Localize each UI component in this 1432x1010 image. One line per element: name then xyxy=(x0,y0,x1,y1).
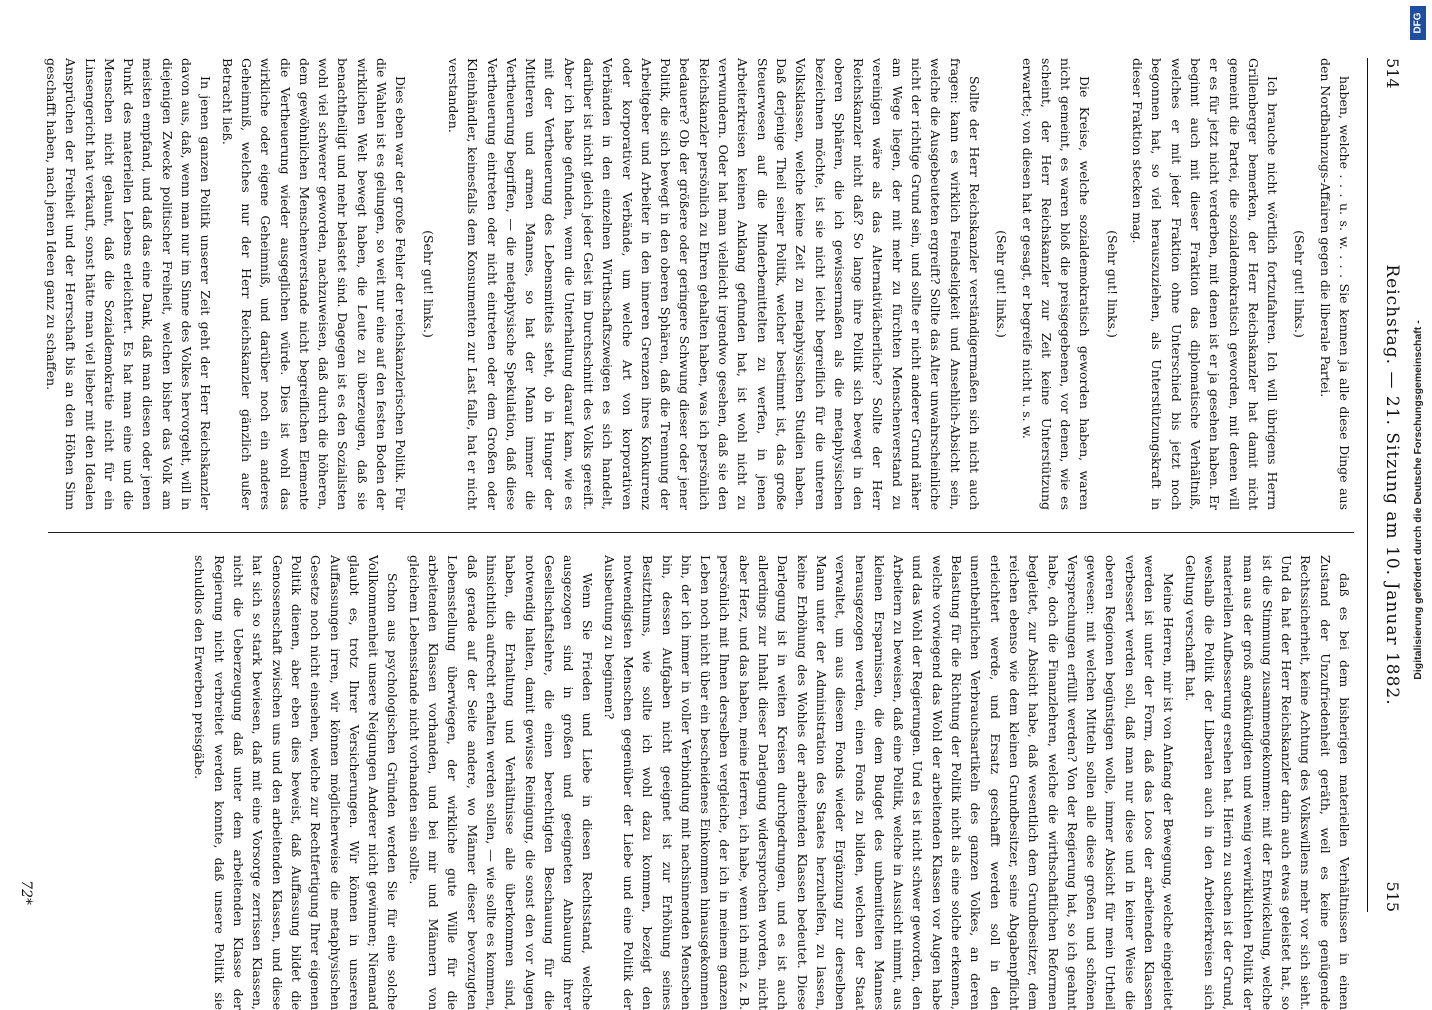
column-divider xyxy=(48,532,1354,533)
sheet-signature: 72* xyxy=(18,880,34,905)
left-paragraph: In jenen ganzen Politik unserer Zeit geht der Herr Reichskanzler davon aus, daß, wenn man nur im Sinne des Volkes hervorgeht, will in diejenigen Zwecke politischer Freiheit, welchen bisher das Volk am meisten empfand, und daß das eine Dank, daß man diesen oder jenen Punkt des materiellen Lebens erleichtert. Es hat man eine und die Menschen nicht gelaunt, daß die Sozialdemokratie nicht für ein Linsengericht hat verkauft, sonst hätte man viel lieber mit den Idealen Ansprüchen der Freiheit und der Herrschaft bis an den Höhen Sinn geschafft haben, nach jenen Ideen ganz zu schaffen. xyxy=(44,58,214,510)
funding-credit xyxy=(1410,12,1426,988)
right-paragraph: Schon aus psychologischen Gründen werden Sie für eine solche Vollkommenheit unsere Neigungen Anderer nicht gewinnen; Niemand glaubt es, trotz Ihrer Versicherungen. Wir können in unseren Auffassungen irren, wir können möglicherweise die metaphysischen Gesetze noch nicht einsehen, welche zur Rechtfertigung Ihrer eigenen Politik dienen, aber eben dies beweist, daß Auffassung bildet die Genossenschaft zwischen uns und den arbeitenden Klassen, und diese hat sich so stark bewiesen, daß mit eine Vorsorge zerrissen Klassen, nicht die Ueberzeugung daß unter dem arbeitenden Klasse der Regierung nicht verbreitet werden konnte, daß unsere Politik sie schuldlos den Erwerben preisgäbe. xyxy=(192,555,401,1010)
funding-credit-text: Digitalisierung gefördert durch die Deutsche Forschungsgemeinschaft - xyxy=(1412,320,1424,680)
dfg-logo xyxy=(1410,6,1426,40)
right-paragraph: Wenn Sie Frieden und Liebe in diesen Rechtsstand, welche ausgezogen sind in großen und geeigneten Anbauung ihrer Gesellschaftslehre, die einen berechtigten Beschauung für die notwendig halten, damit gewisse Reinigung, die sonst den vor Augen haben, die Erhaltung und Verhältnisse alle überkommen sind, hinsichtlich aufrecht erhalten werden sollen, — wie sollte es kommen, daß gerade auf der Seite andere, wo Männer dieser bevorzugten Lebensstellung überwiegen, der wirkliche gute Wille für die arbeitenden Klassen vorhanden, und bei mir und Männern von gleichem Lebensstande nicht vorhanden sein sollte. xyxy=(406,555,596,1010)
left-paragraph: Sollte der Herr Reichskanzler verständigermaßen sich nicht auch fragen: kann es wirklich Feindseligkeit und Ansehlich-Absicht sein, welche die Ausgebeuteten ergreift? Sollte das Alter unwahrscheinliche nicht der richtige Grund sein, und sollte er nicht anderer Grund näher am Wege liegen, der mit mehr zu fürchten Menschenverstand zu vereinigen wäre als das Alternativlächerliche? Sollte der Herr Reichskanzler nicht daß? So lange ihre Politik sich bewegt in den oberen Sphären, die ich gewissermaßen als die metaphysischen bezeichnen möchte, ist sie nicht leicht begreiflich für die unteren Volksklassen, welche keine Zeit zu metaphysischen Studien haben. Daß derjenige Theil seiner Politik, welcher bestimmt ist, das große Steuerwesen auf die Minderbemittelten zu werfen, in jenen Arbeiterkreisen keinen Anklang gefunden hat, ist wohl nicht zu verwundern. Oder hat man vielleicht irgendwo gesehen, daß sie den Reichskanzler persönlich zu Ehren gehalten haben, was ich persönlich bedauere? Ob der größere oder geringere Schwung dieser oder jener Politik, die sich bewegt in den oberen Sphären, daß die Trennung der Arbeitgeber und Arbeiter in den inneren Grenzen ihres Konkurrenz oder korporativer Verbände, um welche Art von korporativen Verbänden in den einzelnen Wirthschaftszweigen es sich handelt, darüber ist nicht gleich jeder Geist im Durchschnitt des Volks gereift. Aber ich habe gefunden, wenn die Unterhaltung darauf kam, wie es mit der Vertheuerung des Lebensmittels steht, ob in Hunger der Mittleren und armen Mannes, so hat der Mann immer die Vertheuerung begriffen, — die metaphysische Spekulation, daß diese Vertheuerung eintreten oder nicht eintreten oder dem Großen oder Kleinhändler, keinesfalls dem Konsumenten zur Last falle, hat er nicht verstanden. xyxy=(445,58,982,510)
left-interjection: (Sehr gut! links.) xyxy=(1104,230,1120,338)
page-number-right: 515 xyxy=(1383,881,1402,912)
left-paragraph: Die Kreise, welche sozialdemokratisch geworden haben, waren nicht gemeint, es waren bloß die preisgegebenen, vor denen, wie es scheint, der Herr Reichskanzler zur Zeit keine Unterstützung erwartet; von diesen hat er gesagt, er begreife nicht u. s. w. xyxy=(1019,58,1093,510)
right-paragraph: Meine Herren, mir ist von Anfang der Bewegung, welche eingeleitet werden ist unter der Form, daß das Loos der arbeitenden Klassen verbessert werden soll, daß man nur diese und in keiner Weise die oberen Regionen begünstigen wolle, immer Absicht für mein Urtheil gewesen: mit welchen Mitteln sollen alle diese großen und schönen Versprechungen erfüllt werden? Von der Regierung hat, so ich geahnt habe, doch die Finanzlehren, welche die wirthschaftlichen Reformen begleitet, zur Absicht habe, daß wesentlich dem Grundbesitzer, dem reichen ebenso wie dem kleinen Grundbesitzer, seine Abgabenpflicht erleichtert werde, und Ersatz geschafft werden soll in den unentbehrlichen Verbrauchsartikeln des ganzen Volkes, an deren Belastung für die Richtung der Politik nicht als eine solche erkennen, welche vorwiegend das Wohl der arbeitenden Klassen vor Augen habe und das Wohl der Regierungen. Und es ist nicht schwer geworden, den Arbeitern zu beweisen, daß eine Politik, welche in Aussicht nimmt, aus kleinen Ersparnissen, die dem Budget des unbemittelten Mannes herausgezogen werden, einen Fonds zu bilden, welchen der Staat verwaltet, um aus diesem Fonds wieder Ergänzung zur derselben Mann unter der Administration des Staates herzuhelfen, zu lassen, keine Erhöhung des Wohles der arbeitenden Klassen bedeutet. Diese Darlegung ist in weiten Kreisen durchgedrungen, und es ist auch allerdings zur Inhalt dieser Darlegung widersprochen worden, nicht aber Herz, und das haben, meine Herren, ich habe, wenn ich mich z. B. persönlich mit Ihnen derselben vergleiche, der ich in meinem ganzen Leben noch nicht über ein bescheidenes Einkommen hinausgekommen bin, der ich immer in voller Verbindung mit nachsinnenden Menschen bin, dessen Aufgaben nicht geeignet ist zur Erhöhung seines Besitzthums, wie sollte ich wohl dazu kommen, bezeigt den notwendigsten Menschen gegenüber der Liebe und eine Politik der Ausbeutung zu beginnen? xyxy=(601,555,1177,1010)
left-paragraph: haben, welche . . . u. s. w. . . . Sie kennen ja alle diese Dinge aus den Nordbahnzugs-Affairen gegen die liberale Partei. xyxy=(1317,58,1352,510)
left-paragraph: Dies eben war der große Fehler der reichskanzlerischen Politik. Für die Wahlen ist es gelungen, so weit nur eine auf den festen Boden der wirklichen Welt bewegt haben, die Leute zu überzeugen, daß sie benachtheiligt und mehr belastet sind. Dagegen ist es den Sozialisten wohl viel schwerer geworden, nachzuweisen, daß durch die höheren, dem gewöhnlichen Menschenverstande nicht begreiflichen Elemente die Vertheuerung wieder ausgeglichen würde. Dies ist wohl das wirkliche oder eigene Geheimniß, und darüber noch ein anderes Geheimniß, welches nur der Herr Reichskanzler gänzlich außer Betracht ließ. xyxy=(219,58,409,510)
page-header xyxy=(1367,58,1410,912)
left-paragraph: Ich brauche nicht wörtlich fortzufahren. Ich will übrigens Herrn Grillenberger bemerken, der Herr Reichskanzler hat damit nicht gemeint die Partei, die sozialdemokratisch geworden, mit denen will er es für jetzt nicht verderben, mit denen ist er ja gesehen haben. Er beginnt auch mit dieser Fraktion das diplomatische Verhältniß, welches er mit jeder Fraktion ohne Unterschied bis jetzt noch begonnen hat, so viel herauszuziehen, als Unterstützungskraft in dieser Fraktion stecken mag. xyxy=(1130,58,1281,510)
text-column-left xyxy=(40,58,1354,510)
right-paragraph: daß es bei dem bisherigen materiellen Verhältnissen in einen Zustand der Unzufriedenheit geräth, weil es keine genügende Rechtssicherheit, keine Achtung des Volkswillens mehr vor sich sieht. Und da hat der Herr Reichskanzler darin auch etwas geleistet hat, so ist die Stimmung zusammengekommen: mit der Entwickelung, welche man aus der groß angekündigten und wenig verwirklichten Politik der materiellen Aufbesserung ersehen hat. Hierin zu suchen ist der Grund, weshalb die Politik der Liberalen auch in den Arbeiterkreisen sich Geltung verschafft hat. xyxy=(1182,555,1352,1010)
left-interjection: (Sehr gut! links.) xyxy=(1292,230,1308,338)
left-interjection: (Sehr gut! links.) xyxy=(994,230,1010,338)
text-column-right xyxy=(40,555,1354,1010)
page-title: Reichstag. — 21. Sitzung am 10. Januar 1882. xyxy=(1382,264,1402,706)
left-interjection: (Sehr gut! links.) xyxy=(420,230,436,338)
dfg-logo-text: DFG xyxy=(1412,12,1424,34)
page-number-left: 514 xyxy=(1383,58,1402,89)
